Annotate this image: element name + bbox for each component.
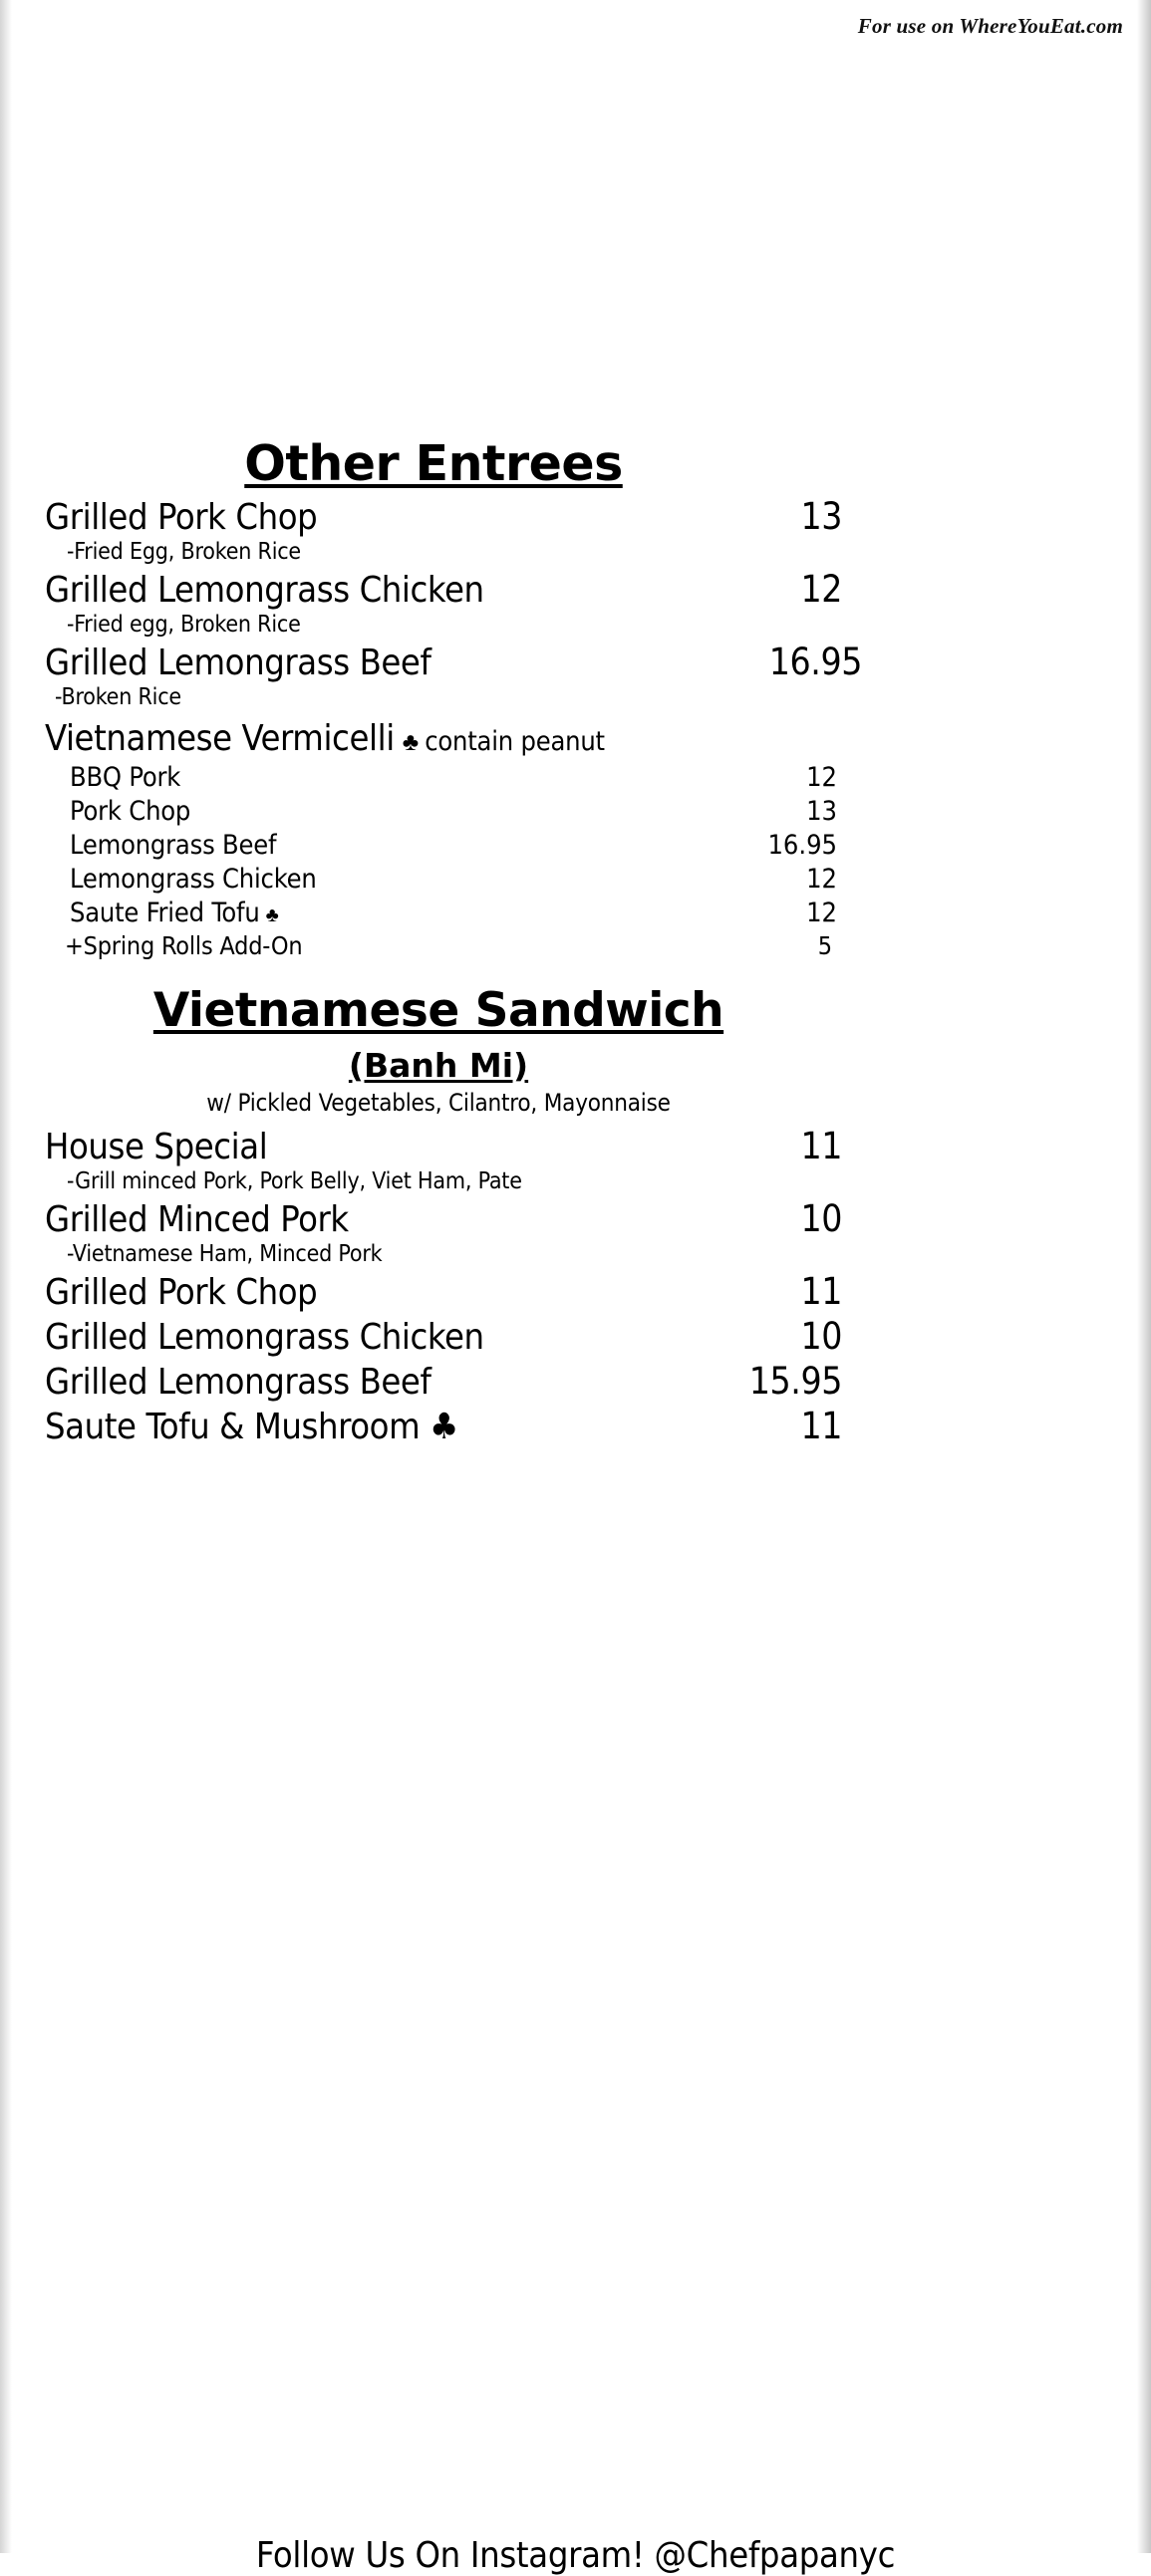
menu-item-row [45,641,862,683]
vermicelli-heading-row [45,718,862,759]
option-price: 13 [806,796,837,828]
option-name: BBQ Pork [70,762,181,794]
addon-price: 5 [817,931,832,961]
item-name: Grilled Lemongrass Chicken [45,1316,484,1358]
option-price: 12 [806,762,837,794]
item-description: -Grill minced Pork, Pork Belly, Viet Ham, Pate [67,1167,522,1194]
section-subtitle-banh-mi: (Banh Mi) [348,1045,529,1085]
list-item [70,830,837,861]
item-price: 10 [800,1196,842,1240]
item-price: 11 [800,1269,842,1313]
item-name: Grilled Lemongrass Beef [45,643,432,684]
list-item-addon [65,931,832,960]
list-item [70,796,837,827]
menu-content [45,435,1106,2576]
option-price: 12 [806,898,837,929]
menu-item-row [45,1315,842,1358]
section-title-vietnamese-sandwich: Vietnamese Sandwich [152,983,724,1039]
section-vietnamese-sandwich [45,983,1106,1447]
item-name: Grilled Lemongrass Chicken [45,570,484,612]
menu-item-row [45,495,842,538]
menu-item-row [45,568,842,611]
item-name: Grilled Minced Pork [45,1198,349,1240]
item-name: Grilled Pork Chop [45,497,318,539]
item-price: 11 [800,1404,842,1447]
footer-instagram: Follow Us On Instagram! @Chefpapanyc [255,2535,896,2576]
menu-item-row [45,1125,842,1167]
item-name: House Special [45,1126,268,1167]
item-description: -Broken Rice [55,684,181,711]
list-item [70,864,837,895]
section-title-other-entrees: Other Entrees [244,435,623,492]
watermark-text: For use on WhereYouEat.com [857,14,1123,38]
section-subtitle-note: w/ Pickled Vegetables, Cilantro, Mayonnaise [206,1088,671,1117]
list-item [70,762,837,793]
option-name: Lemongrass Chicken [70,864,317,896]
item-price: 12 [800,568,842,612]
item-price: 10 [800,1314,842,1358]
item-price: 13 [800,495,842,539]
item-name: Grilled Pork Chop [45,1271,318,1313]
item-price: 15.95 [748,1359,842,1403]
item-description: -Fried Egg, Broken Rice [67,539,301,566]
item-description: -Fried egg, Broken Rice [67,612,301,639]
option-price: 16.95 [767,830,837,862]
list-item [70,898,837,928]
option-name: Pork Chop [70,796,191,828]
section-other-entrees [45,435,1106,961]
clover-icon: ♣ [402,728,420,757]
option-price: 12 [806,864,837,896]
item-price: 16.95 [768,641,862,684]
option-name: Lemongrass Beef [70,830,277,862]
item-price: 11 [800,1124,842,1167]
peanut-note: contain peanut [425,726,605,758]
option-name: Saute Fried Tofu [70,898,260,929]
menu-item-row [45,1405,842,1447]
menu-item-row [45,1197,842,1240]
menu-item-row [45,1270,842,1313]
item-name: Grilled Lemongrass Beef [45,1361,432,1403]
item-description: -Vietnamese Ham, Minced Pork [67,1240,383,1267]
clover-icon: ♣ [265,904,279,927]
addon-name: +Spring Rolls Add-On [65,931,303,961]
item-name: Saute Tofu & Mushroom ♣ [45,1406,458,1447]
menu-item-row [45,1360,842,1403]
vermicelli-heading: Vietnamese Vermicelli [45,718,395,760]
